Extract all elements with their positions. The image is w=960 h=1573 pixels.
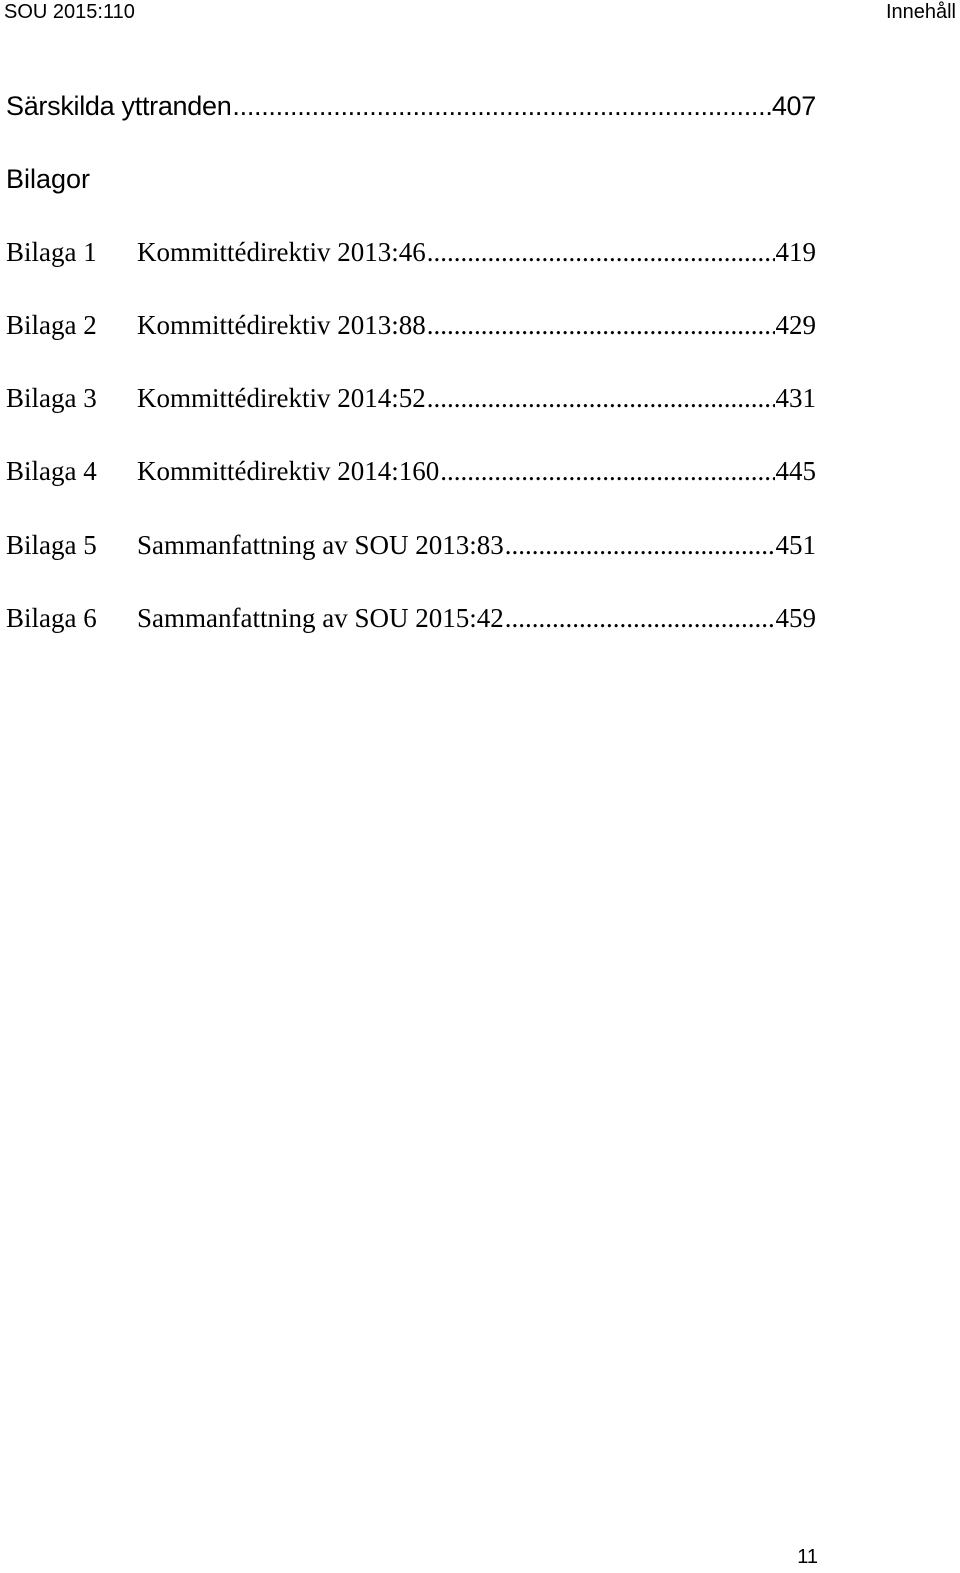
appendix-page: 429 [775,310,816,340]
dot-leader [427,237,775,268]
appendix-label: Bilaga 2 [6,310,97,340]
appendix-label: Bilaga 4 [6,456,97,486]
appendix-label: Bilaga 6 [6,603,97,633]
toc-entry-bilaga-3[interactable] [6,383,816,414]
appendix-title: Sammanfattning av SOU 2013:83 [137,530,504,560]
dot-leader [232,91,770,122]
appendix-title: Kommittédirektiv 2014:52 [137,383,426,413]
toc-entry-bilaga-5[interactable] [6,530,816,561]
toc-entry-title: Särskilda yttranden [6,91,232,121]
toc-entry-bilaga-4[interactable] [6,456,816,487]
appendix-page: 451 [775,530,816,560]
toc-entry-page: 407 [771,91,816,121]
appendix-page: 459 [775,603,816,633]
appendix-title: Kommittédirektiv 2013:46 [137,237,426,267]
toc-entry-bilaga-2[interactable] [6,310,816,341]
appendix-page: 431 [775,383,816,413]
appendix-label: Bilaga 1 [6,237,97,267]
page-number: 11 [797,1546,818,1568]
appendix-label: Bilaga 3 [6,383,97,413]
appendix-label: Bilaga 5 [6,530,97,560]
section-heading-bilagor: Bilagor [6,164,91,194]
dot-leader [505,603,775,634]
toc-entry-sarskilda-yttranden[interactable] [6,91,816,122]
section-title: Innehåll [885,1,956,23]
appendix-title: Sammanfattning av SOU 2015:42 [137,603,504,633]
dot-leader [427,310,775,341]
appendix-title: Kommittédirektiv 2014:160 [137,456,440,486]
toc-entry-bilaga-1[interactable] [6,237,816,268]
dot-leader [505,530,775,561]
dot-leader [427,383,775,414]
appendix-page: 419 [775,237,816,267]
dot-leader [440,456,774,487]
toc-entry-bilaga-6[interactable] [6,603,816,634]
appendix-title: Kommittédirektiv 2013:88 [137,310,426,340]
appendix-page: 445 [775,456,816,486]
document-id: SOU 2015:110 [4,1,135,23]
